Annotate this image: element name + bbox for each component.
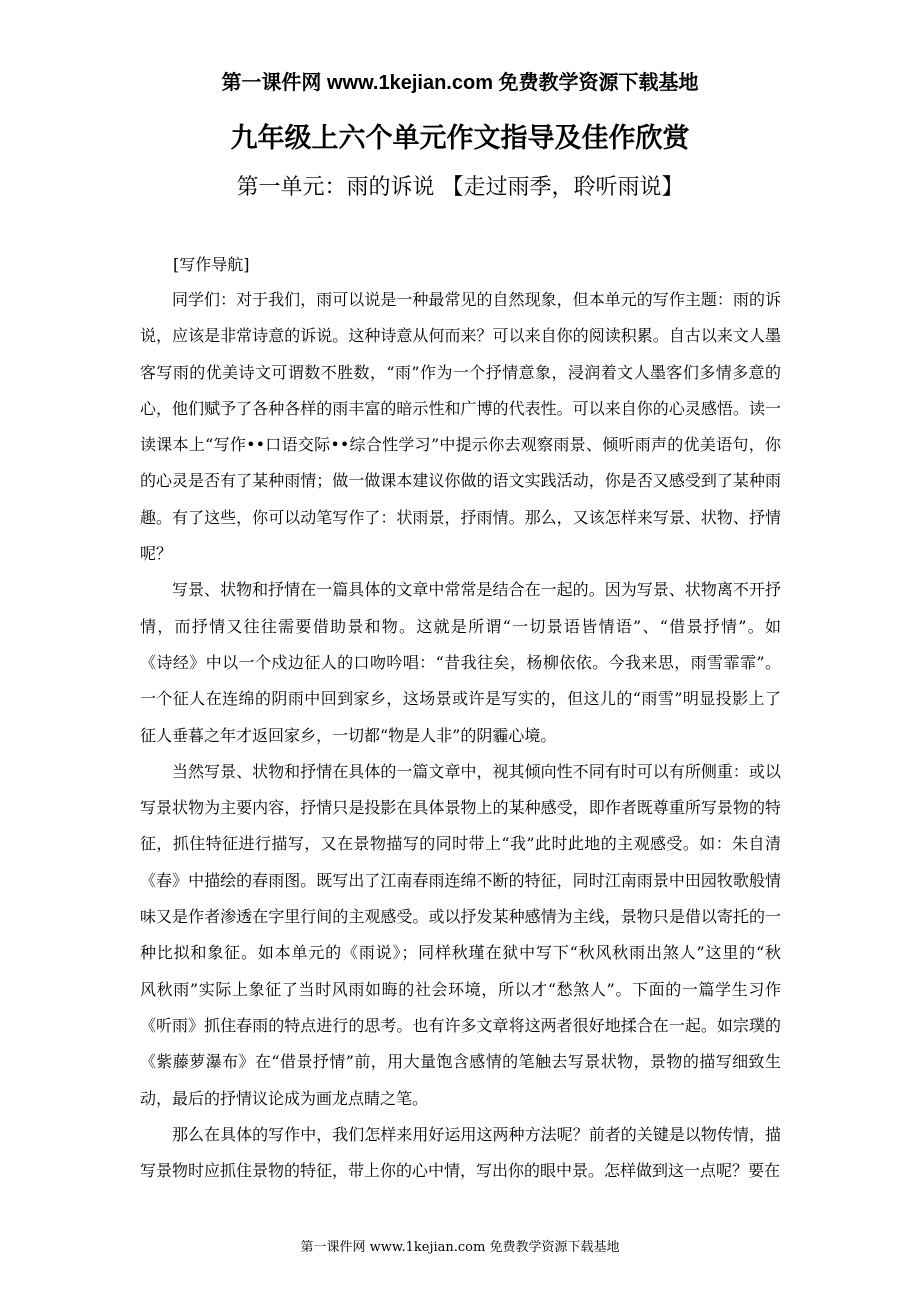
- paragraph-line: 征，抓住特征进行描写，又在景物描写的同时带上“我”此时此地的主观感受。如：朱自清: [140, 834, 781, 854]
- paragraph-line: 客写雨的优美诗文可谓数不胜数，“雨”作为一个抒情意象，浸润着文人墨客们多情多意的: [140, 362, 781, 382]
- paragraph-line: 心，他们赋予了各种各样的雨丰富的暗示性和广博的代表性。可以来自你的心灵感悟。读一: [140, 398, 781, 418]
- paragraph: [140, 754, 781, 1117]
- paragraph: [140, 1117, 781, 1190]
- paragraph-line: 动，最后的抒情议论成为画龙点睛之笔。: [140, 1088, 429, 1108]
- paragraph-line: 说，应该是非常诗意的诉说。这种诗意从何而来？可以来自你的阅读积累。自古以来文人墨: [140, 326, 781, 346]
- paragraph-line: 同学们：对于我们，雨可以说是一种最常见的自然现象，但本单元的写作主题：雨的诉: [172, 290, 781, 309]
- paragraph-line: 《春》中描绘的春雨图。既写出了江南春雨连绵不断的特征，同时江南雨景中田园牧歌般情: [140, 870, 781, 890]
- paragraph-line: 风秋雨”实际上象征了当时风雨如晦的社会环境，所以才“愁煞人”。下面的一篇学生习作: [140, 979, 781, 999]
- paragraph-line: 趣。有了这些，你可以动笔写作了：状雨景，抒雨情。那么，又该怎样来写景、状物、抒情: [140, 507, 781, 527]
- paragraph-line: 一个征人在连绵的阴雨中回到家乡，这场景或许是写实的，但这儿的“雨雪”明显投影上了: [140, 689, 781, 709]
- paragraph-line: 情，而抒情又往往需要借助景和物。这就是所谓“一切景语皆情语”、“借景抒情”。如: [140, 616, 781, 636]
- paragraph-line: 当然写景、状物和抒情在具体的一篇文章中，视其倾向性不同有时可以有所侧重：或以: [172, 761, 781, 781]
- paragraph-line: 写景、状物和抒情在一篇具体的文章中常常是结合在一起的。因为写景、状物离不开抒: [172, 580, 781, 600]
- document-title: 九年级上六个单元作文指导及佳作欣赏: [230, 123, 690, 154]
- paragraph-line: 写景状物为主要内容，抒情只是投影在具体景物上的某种感受，即作者既尊重所写景物的特: [140, 798, 781, 818]
- paragraph-line: 那么在具体的写作中，我们怎样来用好运用这两种方法呢？前者的关键是以物传情，描: [172, 1124, 781, 1144]
- section-label: [写作导航]: [173, 255, 250, 274]
- paragraph: [140, 572, 781, 753]
- paragraph-line: 的心灵是否有了某种雨情；做一做课本建议你做的语文实践活动，你是否又感受到了某种雨: [140, 471, 781, 491]
- document-subtitle: 第一单元：雨的诉说 【走过雨季，聆听雨说】: [236, 175, 684, 200]
- page-header: 第一课件网 www.1kejian.com 免费教学资源下载基地: [221, 72, 699, 94]
- paragraph-line: 种比拟和象征。如本单元的《雨说》；同样秋瑾在狱中写下“秋风秋雨出煞人”这里的“秋: [140, 943, 781, 963]
- page-footer: 第一课件网 www.1kejian.com 免费教学资源下载基地: [300, 1240, 620, 1255]
- paragraph-line: 写景物时应抓住景物的特征，带上你的心中情，写出你的眼中景。怎样做到这一点呢？要在: [140, 1161, 781, 1181]
- paragraph-line: 征人垂暮之年才返回家乡，一切都“物是人非”的阴霾心境。: [140, 725, 557, 745]
- paragraph-line: 《听雨》抓住春雨的特点进行的思考。也有许多文章将这两者很好地揉合在一起。如宗璞的: [140, 1015, 781, 1035]
- paragraph: [140, 282, 781, 572]
- paragraph-line: 读课本上“写作••口语交际••综合性学习”中提示你去观察雨景、倾听雨声的优美语句，你: [140, 435, 781, 455]
- paragraph-line: 《紫藤萝瀑布》在“借景抒情”前，用大量饱含感情的笔触去写景状物，景物的描写细致生: [140, 1052, 781, 1072]
- paragraph-line: 味又是作者渗透在字里行间的主观感受。或以抒发某种感情为主线，景物只是借以寄托的一: [140, 907, 781, 927]
- paragraph-line: 呢？: [140, 544, 173, 564]
- paragraph-line: 《诗经》中以一个戍边征人的口吻吟唱：“昔我往矣，杨柳依依。今我来思，雨雪霏霏”。: [140, 652, 781, 672]
- document-body: [140, 282, 781, 1189]
